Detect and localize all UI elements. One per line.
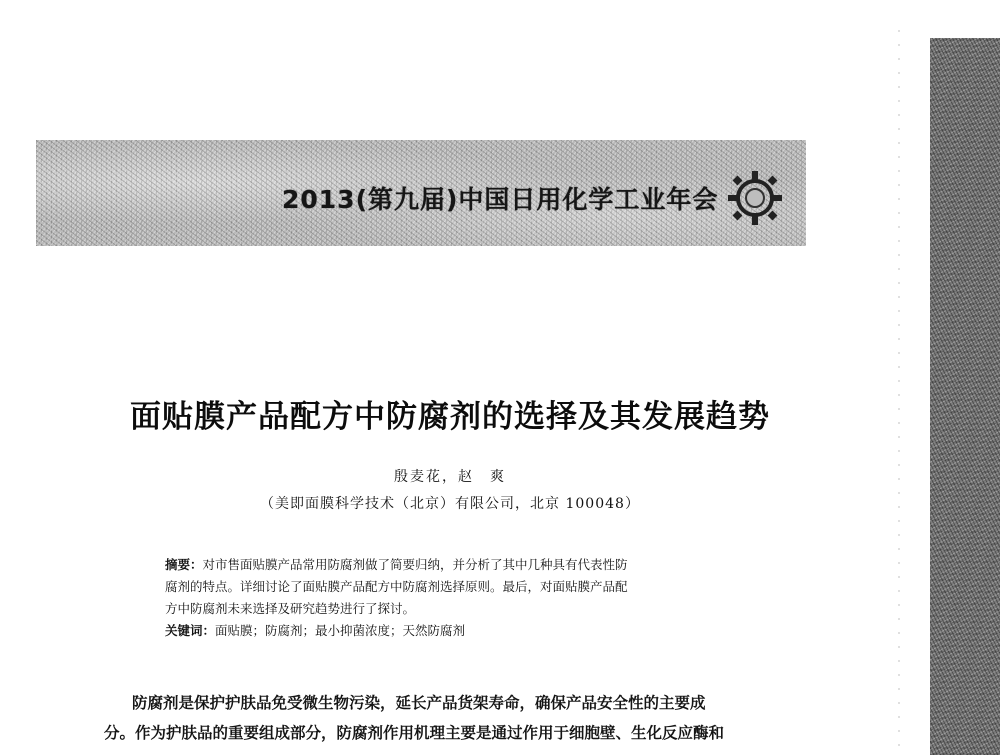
keywords-label: 关键词：	[165, 623, 216, 638]
conference-banner-title: 2013(第九届)中国日用化学工业年会	[282, 185, 719, 214]
body-paragraph	[104, 688, 824, 748]
body-line: 分。作为护肤品的重要组成部分，防腐剂作用机理主要是通过作用于细胞壁、生化反应酶和	[104, 724, 725, 742]
paper-title: 面贴膜产品配方中防腐剂的选择及其发展趋势	[130, 399, 770, 435]
abstract-line: 腐剂的特点。详细讨论了面贴膜产品配方中防腐剂选择原则。最后，对面贴膜产品配	[165, 579, 628, 594]
paper-authors: 殷麦花，赵 爽	[394, 469, 506, 485]
scan-artifact-dots	[898, 30, 900, 750]
keywords-text: 面贴膜；防腐剂；最小抑菌浓度；天然防腐剂	[215, 623, 466, 638]
abstract-block	[165, 554, 765, 642]
keywords-line	[165, 620, 765, 642]
body-line: 防腐剂是保护护肤品免受微生物污染，延长产品货架寿命，确保产品安全性的主要成	[132, 694, 706, 712]
scan-edge-shadow	[930, 38, 1000, 755]
gear-emblem-icon	[726, 169, 784, 227]
abstract-label: 摘要：	[165, 557, 203, 572]
paper-affiliation: （美即面膜科学技术（北京）有限公司，北京 100048）	[260, 496, 640, 512]
abstract-line	[165, 554, 765, 576]
abstract-text: 对市售面贴膜产品常用防腐剂做了简要归纳，并分析了其中几种具有代表性防	[202, 557, 628, 572]
abstract-line: 方中防腐剂未来选择及研究趋势进行了探讨。	[165, 601, 416, 616]
